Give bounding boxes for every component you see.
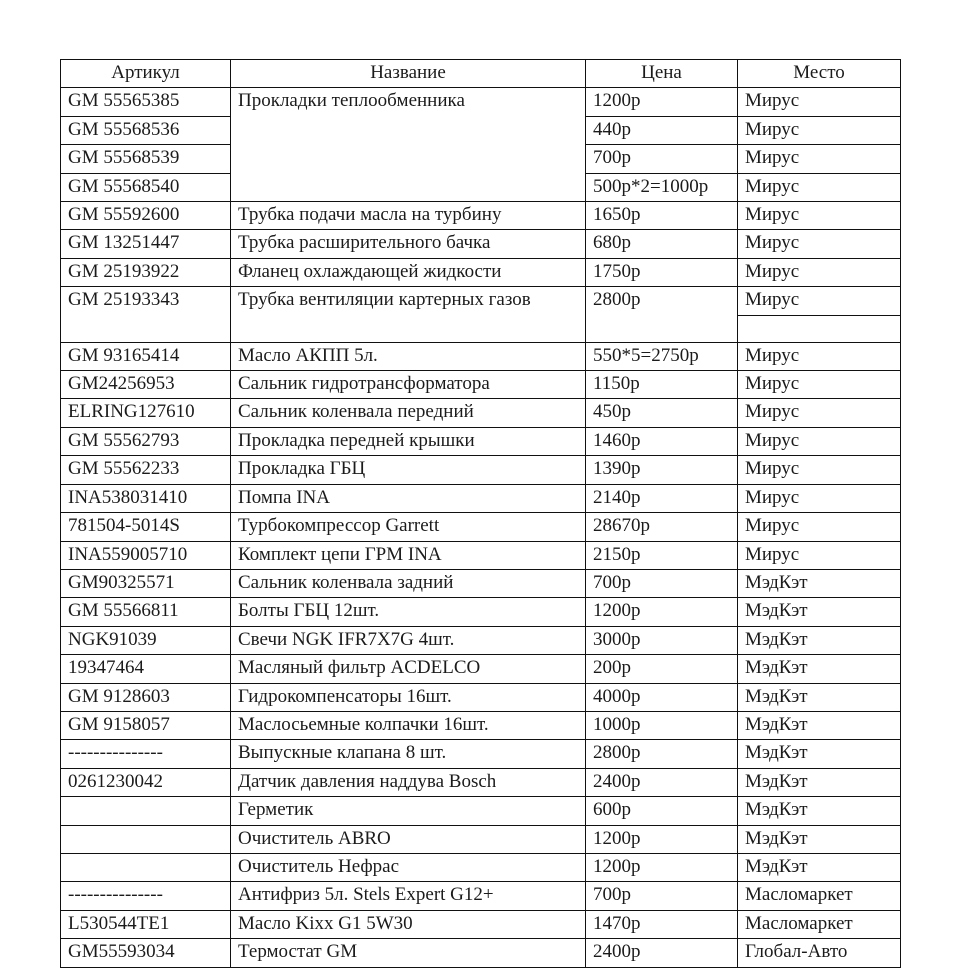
cell-artikul: GM 25193343 (61, 287, 231, 342)
cell-name: Фланец охлаждающей жидкости (231, 258, 586, 286)
cell-price: 2140р (586, 484, 738, 512)
cell-artikul: GM24256953 (61, 371, 231, 399)
parts-price-table (60, 59, 901, 968)
cell-price: 2800р (586, 287, 738, 342)
table-row (61, 342, 901, 370)
cell-artikul: GM 55592600 (61, 202, 231, 230)
cell-name: Герметик (231, 797, 586, 825)
cell-name: Антифриз 5л. Stels Expert G12+ (231, 882, 586, 910)
cell-place: Мирус (738, 287, 901, 315)
cell-artikul: 781504-5014S (61, 513, 231, 541)
cell-price: 1470р (586, 910, 738, 938)
cell-place: МэдКэт (738, 569, 901, 597)
cell-name: Свечи NGK IFR7X7G 4шт. (231, 626, 586, 654)
cell-name: Очиститель ABRO (231, 825, 586, 853)
cell-price: 1150р (586, 371, 738, 399)
cell-place: Масломаркет (738, 910, 901, 938)
cell-place: Мирус (738, 399, 901, 427)
cell-name: Прокладка передней крышки (231, 427, 586, 455)
cell-place: МэдКэт (738, 825, 901, 853)
cell-place: Мирус (738, 541, 901, 569)
cell-artikul: 19347464 (61, 655, 231, 683)
cell-name: Датчик давления наддува Bosch (231, 768, 586, 796)
cell-price: 700р (586, 569, 738, 597)
cell-price: 1200р (586, 88, 738, 116)
cell-place: Масломаркет (738, 882, 901, 910)
table-row (61, 740, 901, 768)
cell-artikul: INA559005710 (61, 541, 231, 569)
cell-artikul: GM 55566811 (61, 598, 231, 626)
cell-price: 1200р (586, 853, 738, 881)
table-row (61, 853, 901, 881)
cell-place: МэдКэт (738, 797, 901, 825)
cell-price: 550*5=2750р (586, 342, 738, 370)
cell-price: 680р (586, 230, 738, 258)
column-header-artikul: Артикул (61, 60, 231, 88)
table-body (61, 88, 901, 967)
cell-artikul: GM 55562233 (61, 456, 231, 484)
cell-place: МэдКэт (738, 768, 901, 796)
cell-name: Прокладка ГБЦ (231, 456, 586, 484)
cell-place: Мирус (738, 258, 901, 286)
cell-price: 2400р (586, 768, 738, 796)
cell-name: Очиститель Нефрас (231, 853, 586, 881)
cell-artikul: GM 9128603 (61, 683, 231, 711)
cell-place: Мирус (738, 513, 901, 541)
cell-place: Мирус (738, 371, 901, 399)
cell-name: Маслосьемные колпачки 16шт. (231, 711, 586, 739)
cell-artikul: GM 55568539 (61, 145, 231, 173)
cell-artikul: GM 93165414 (61, 342, 231, 370)
cell-name: Турбокомпрессор Garrett (231, 513, 586, 541)
cell-artikul: GM 55568536 (61, 116, 231, 144)
cell-place: Мирус (738, 342, 901, 370)
table-row (61, 655, 901, 683)
table-row (61, 287, 901, 315)
cell-place: МэдКэт (738, 740, 901, 768)
table-row (61, 711, 901, 739)
cell-name: Трубка вентиляции картерных газов (231, 287, 586, 342)
cell-artikul: GM90325571 (61, 569, 231, 597)
cell-price: 1460р (586, 427, 738, 455)
cell-place: Мирус (738, 202, 901, 230)
cell-artikul: ELRING127610 (61, 399, 231, 427)
cell-artikul: GM 55568540 (61, 173, 231, 201)
cell-name: Масло АКПП 5л. (231, 342, 586, 370)
cell-price: 2400р (586, 939, 738, 967)
cell-artikul: GM 9158057 (61, 711, 231, 739)
column-header-price: Цена (586, 60, 738, 88)
cell-artikul: GM 55562793 (61, 427, 231, 455)
cell-price: 3000р (586, 626, 738, 654)
table-row (61, 541, 901, 569)
cell-artikul: --------------- (61, 882, 231, 910)
table-row (61, 626, 901, 654)
cell-name: Прокладки теплообменника (231, 88, 586, 202)
cell-price: 1200р (586, 598, 738, 626)
cell-price: 500р*2=1000р (586, 173, 738, 201)
cell-place: МэдКэт (738, 711, 901, 739)
cell-artikul: GM 25193922 (61, 258, 231, 286)
cell-place: МэдКэт (738, 655, 901, 683)
cell-artikul: L530544TE1 (61, 910, 231, 938)
cell-place: Мирус (738, 456, 901, 484)
table-row (61, 939, 901, 967)
cell-place: МэдКэт (738, 626, 901, 654)
cell-place: Мирус (738, 145, 901, 173)
cell-artikul: NGK91039 (61, 626, 231, 654)
cell-price: 2150р (586, 541, 738, 569)
cell-name: Сальник гидротрансформатора (231, 371, 586, 399)
cell-price: 2800р (586, 740, 738, 768)
cell-artikul: GM 13251447 (61, 230, 231, 258)
header-row (61, 60, 901, 88)
table-row (61, 683, 901, 711)
cell-name: Сальник коленвала задний (231, 569, 586, 597)
cell-artikul (61, 797, 231, 825)
cell-place: Мирус (738, 427, 901, 455)
cell-price: 440р (586, 116, 738, 144)
cell-price: 1750р (586, 258, 738, 286)
cell-price: 1650р (586, 202, 738, 230)
cell-name: Выпускные клапана 8 шт. (231, 740, 586, 768)
cell-price: 28670р (586, 513, 738, 541)
cell-price: 450р (586, 399, 738, 427)
cell-name: Сальник коленвала передний (231, 399, 586, 427)
cell-price: 1200р (586, 825, 738, 853)
cell-place: МэдКэт (738, 683, 901, 711)
cell-place: МэдКэт (738, 853, 901, 881)
table-row (61, 825, 901, 853)
cell-name: Масляный фильтр ACDELCO (231, 655, 586, 683)
cell-name: Трубка подачи масла на турбину (231, 202, 586, 230)
cell-name: Термостат GM (231, 939, 586, 967)
cell-price: 700р (586, 882, 738, 910)
table-row (61, 910, 901, 938)
cell-name: Трубка расширительного бачка (231, 230, 586, 258)
cell-name: Гидрокомпенсаторы 16шт. (231, 683, 586, 711)
cell-name: Комплект цепи ГРМ INA (231, 541, 586, 569)
cell-price: 200р (586, 655, 738, 683)
table-row (61, 399, 901, 427)
cell-place: Мирус (738, 116, 901, 144)
table-row (61, 230, 901, 258)
cell-artikul: GM55593034 (61, 939, 231, 967)
table-row (61, 513, 901, 541)
cell-price: 1390р (586, 456, 738, 484)
table-row (61, 88, 901, 116)
cell-place: Мирус (738, 484, 901, 512)
cell-place: Мирус (738, 173, 901, 201)
cell-place: Глобал-Авто (738, 939, 901, 967)
table-row (61, 882, 901, 910)
cell-name: Помпа INA (231, 484, 586, 512)
cell-place (738, 315, 901, 342)
cell-price: 1000р (586, 711, 738, 739)
cell-price: 700р (586, 145, 738, 173)
cell-place: Мирус (738, 88, 901, 116)
table-row (61, 768, 901, 796)
table-row (61, 569, 901, 597)
cell-place: МэдКэт (738, 598, 901, 626)
cell-name: Масло Kixx G1 5W30 (231, 910, 586, 938)
table-row (61, 456, 901, 484)
table-row (61, 484, 901, 512)
cell-price: 600р (586, 797, 738, 825)
cell-artikul (61, 825, 231, 853)
cell-name: Болты ГБЦ 12шт. (231, 598, 586, 626)
cell-artikul: GM 55565385 (61, 88, 231, 116)
cell-place: Мирус (738, 230, 901, 258)
cell-artikul (61, 853, 231, 881)
column-header-name: Название (231, 60, 586, 88)
table-row (61, 427, 901, 455)
table-row (61, 258, 901, 286)
table-row (61, 202, 901, 230)
table-row (61, 797, 901, 825)
table-row (61, 371, 901, 399)
column-header-place: Место (738, 60, 901, 88)
cell-price: 4000р (586, 683, 738, 711)
cell-artikul: INA538031410 (61, 484, 231, 512)
cell-artikul: --------------- (61, 740, 231, 768)
cell-artikul: 0261230042 (61, 768, 231, 796)
table-row (61, 598, 901, 626)
